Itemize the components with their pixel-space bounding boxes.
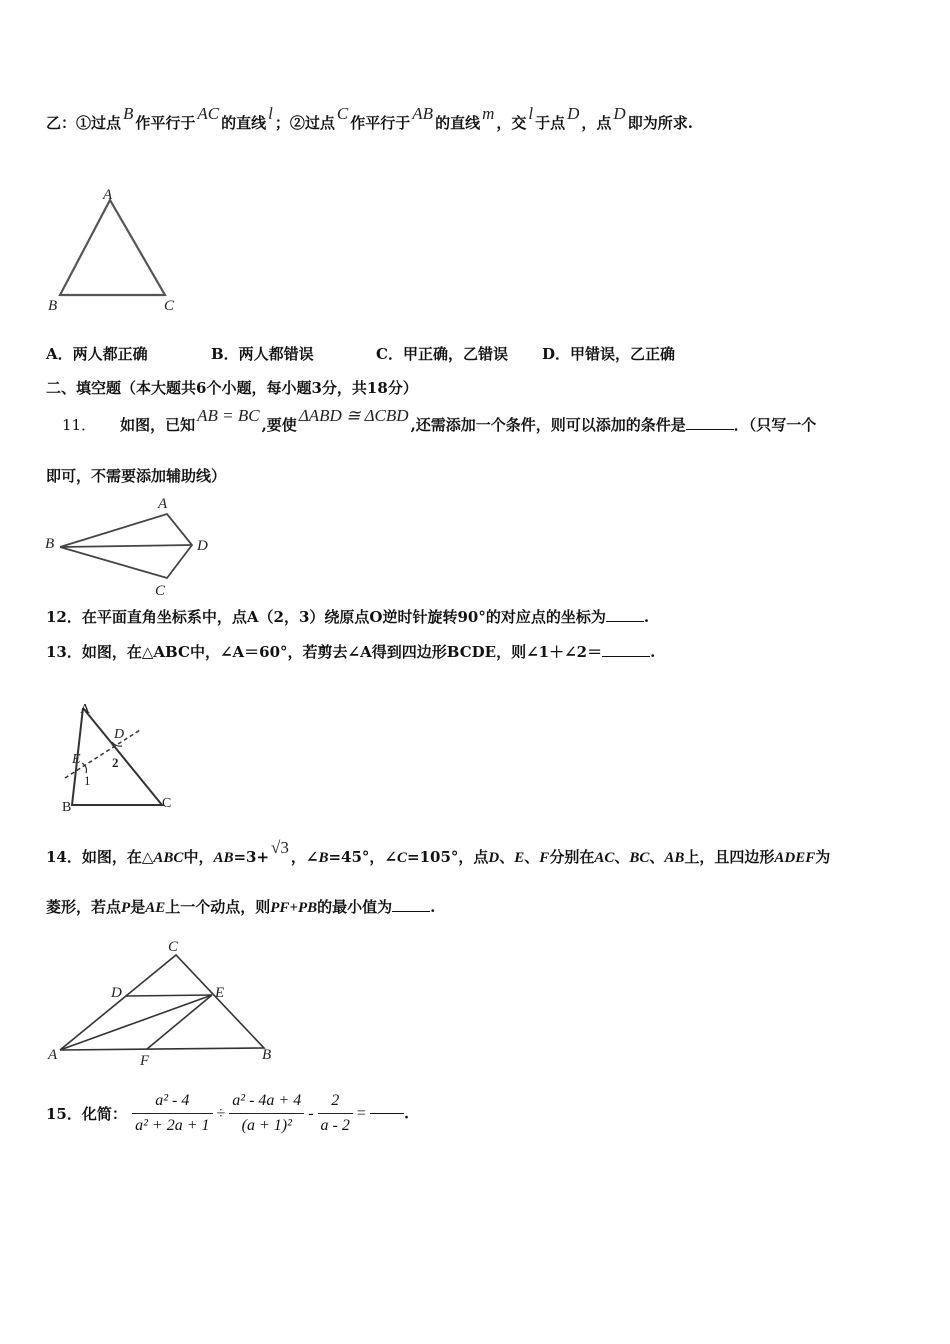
label-a: A	[158, 496, 168, 512]
math: BC	[629, 850, 650, 866]
figure-kite-abcd	[40, 492, 220, 597]
answer-blank	[686, 429, 734, 430]
math: AC	[594, 850, 615, 866]
math: m	[482, 104, 495, 123]
answer-blank	[606, 621, 644, 622]
fraction-2-denominator: (a + 1)²	[241, 1117, 292, 1134]
text: 、	[524, 848, 540, 866]
math-sqrt: √3	[271, 838, 289, 857]
question-13	[46, 642, 655, 662]
label-c: C	[155, 583, 166, 597]
label-b: B	[45, 536, 55, 552]
text: 为	[815, 848, 831, 866]
text: 于点	[535, 114, 566, 132]
math: l	[528, 104, 534, 123]
text: 如图，已知	[120, 416, 196, 434]
text: ，点	[581, 114, 612, 132]
math: C	[336, 104, 349, 123]
math: AB	[213, 850, 234, 866]
answer-blank	[602, 656, 650, 657]
text: ．（只写一个	[733, 416, 817, 434]
question-12	[46, 607, 649, 627]
text: 的直线	[221, 114, 267, 132]
label-d: D	[111, 985, 122, 1001]
label-2: 2	[112, 755, 119, 770]
math: AB = BC	[197, 406, 260, 425]
label-b: B	[262, 1047, 272, 1063]
fraction-1	[132, 1092, 212, 1135]
option-c: C．甲正确，乙错误	[376, 345, 508, 363]
divide-sign: ÷	[216, 1104, 226, 1122]
text: 中，	[183, 848, 214, 866]
question-number: 11．	[62, 416, 97, 434]
math: AB	[664, 850, 685, 866]
line-yi	[46, 104, 693, 133]
math: l	[268, 104, 273, 123]
math: E	[514, 850, 525, 866]
option-d: D．甲错误，乙正确	[542, 345, 676, 363]
fraction-2	[229, 1092, 304, 1135]
figure-rhombus-adef	[44, 935, 294, 1065]
label-e: E	[215, 985, 225, 1001]
text: ；②过点	[274, 114, 335, 132]
math: AB	[412, 104, 434, 123]
math: PF+PB	[270, 900, 318, 916]
question-14	[46, 838, 831, 868]
label-a: A	[80, 702, 91, 717]
label-a: A	[103, 187, 113, 203]
text: ，∠	[290, 848, 319, 866]
answer-blank	[370, 1113, 404, 1114]
fraction-3	[318, 1092, 353, 1135]
text: =45°，∠	[328, 848, 397, 866]
question-15	[46, 1092, 409, 1135]
label-d: D	[114, 727, 125, 742]
equals-sign: =	[356, 1104, 366, 1122]
option-b: B．两人都错误	[211, 345, 314, 363]
text: 作平行于	[350, 114, 411, 132]
math: C	[397, 850, 408, 866]
text: 、	[649, 848, 665, 866]
fraction-1-numerator: a² - 4	[132, 1092, 212, 1114]
fraction-3-denominator: a - 2	[320, 1117, 350, 1134]
label-1: 1	[84, 773, 91, 788]
label-e: E	[72, 752, 81, 767]
text: 、	[499, 848, 515, 866]
math: AC	[197, 104, 220, 123]
label-b: B	[62, 800, 72, 815]
section-heading: 二、填空题（本大题共6个小题，每小题3分，共18分）	[46, 379, 418, 397]
label-f: F	[140, 1053, 150, 1065]
fraction-2-numerator: a² - 4a + 4	[229, 1092, 304, 1114]
math: F	[539, 850, 550, 866]
text: 乙：①过点	[46, 114, 122, 132]
text: .	[650, 643, 656, 661]
math: B	[123, 104, 134, 123]
text: 13．如图，在△ABC中，∠A＝60°，若剪去∠A得到四边形BCDE，则∠1＋∠2＝	[46, 643, 603, 661]
text: .	[403, 1104, 410, 1123]
text: .	[430, 898, 436, 916]
answer-blank	[392, 911, 430, 912]
text: =3+	[233, 848, 270, 866]
text: 上，且四边形	[684, 848, 775, 866]
text: ,要使	[261, 416, 297, 434]
text: 是	[130, 898, 146, 916]
text: 菱形，若点	[46, 898, 122, 916]
text: 的最小值为	[317, 898, 393, 916]
label-c: C	[164, 298, 175, 314]
math: ADEF	[774, 850, 816, 866]
text: 的直线	[435, 114, 481, 132]
text: 12．在平面直角坐标系中，点A（2，3）绕原点O逆时针旋转90°的对应点的坐标为	[46, 608, 606, 626]
option-a: A．两人都正确	[46, 345, 148, 363]
text: 作平行于	[135, 114, 196, 132]
text: ，交	[496, 114, 527, 132]
label-c: C	[168, 939, 179, 955]
text: 上一个动点，则	[165, 898, 271, 916]
figure-triangle-abc	[40, 180, 190, 320]
label-d: D	[197, 538, 208, 554]
text: 15．化简：	[46, 1105, 127, 1123]
math: D	[567, 104, 580, 123]
math: D	[613, 104, 626, 123]
label-a: A	[48, 1047, 58, 1063]
options-row	[46, 344, 675, 364]
math: P	[121, 900, 131, 916]
fraction-1-denominator: a² + 2a + 1	[135, 1117, 210, 1134]
text: 14．如图，在△	[46, 848, 154, 866]
fraction-3-numerator: 2	[318, 1092, 353, 1114]
text: .	[643, 608, 650, 626]
minus-sign: -	[308, 1104, 314, 1122]
math: ΔABD ≅ ΔCBD	[298, 406, 409, 425]
text: 、	[614, 848, 630, 866]
text: ,还需添加一个条件，则可以添加的条件是	[410, 416, 686, 434]
text: =105°，点	[407, 848, 489, 866]
question-14-line2	[46, 897, 435, 918]
text: 分别在	[549, 848, 595, 866]
math: D	[488, 850, 500, 866]
math: AE	[145, 900, 166, 916]
figure-triangle-cut	[50, 695, 190, 820]
text: 即为所求.	[627, 114, 693, 132]
label-c: C	[162, 796, 172, 811]
math: B	[318, 850, 329, 866]
question-11-line2: 即可，不需要添加辅助线）	[46, 467, 227, 485]
question-11	[62, 406, 817, 435]
label-b: B	[48, 298, 58, 314]
math: ABC	[153, 850, 184, 866]
